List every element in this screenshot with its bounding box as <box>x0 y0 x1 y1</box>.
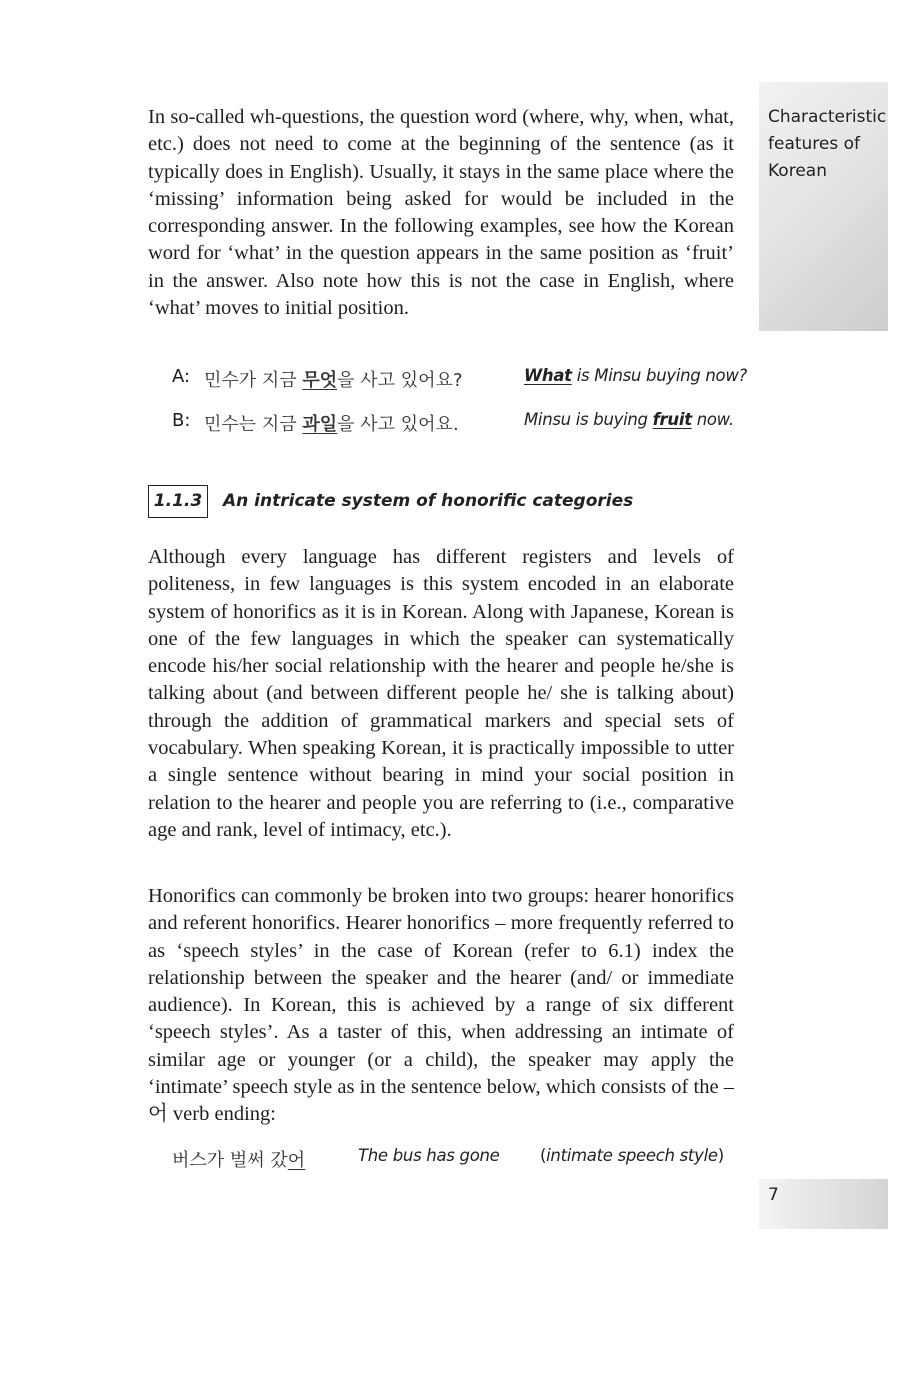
paragraph-honorific-system: Although every language has different registers and levels of politeness, in few languages is this system encoded in an elaborate system of honorifics as it is in Korean. Along with Japanese, Korean is one of the few languages in which the speaker can systematically encode his/her social relationship with the hearer and people he/she is talking about (and between different people he/ she is talking about) through the addition of grammatical markers and special sets of vocabulary. When speaking Korean, it is practically impossible to utter a single sentence without bearing in mind your social position in relation to the hearer and people you are referring to (i.e., comparative age and rank, level of intimacy, etc.). <box>148 546 734 841</box>
section-title: An intricate system of honorific categories <box>223 491 634 511</box>
example-a-korean-before: 민수가 지금 <box>204 370 303 391</box>
running-header-line-1: Characteristic <box>768 107 887 127</box>
example-a-label: A: <box>172 366 191 387</box>
example-b-translation-before: Minsu is buying <box>524 410 653 429</box>
example-a-translation-rest: is Minsu buying now? <box>571 366 747 385</box>
example-b-label: B: <box>172 410 191 431</box>
example-intimate-korean <box>172 1146 305 1172</box>
paragraph-speech-styles: Honorifics can commonly be broken into two groups: hearer honorifics and referent honorifics. Hearer honorifics – more frequently referred to as ‘speech styles’ in the case of Korean (refer to 6.1) index the relationship between the speaker and the hearer (and/ or immediate audience). In Korean, this is achieved by a range of six different ‘speech styles’. As a taster of this, when addressing an intimate of similar age or younger (or a child), the speaker may apply the ‘intimate’ speech style as in the sentence below, which consists of the –어 verb ending: <box>148 885 734 1126</box>
example-a-korean-key: 무엇 <box>302 370 338 391</box>
example-a-translation <box>524 366 747 385</box>
example-a-translation-key: What <box>524 366 572 385</box>
example-intimate-korean-before: 버스가 벌써 갔 <box>172 1150 288 1171</box>
example-b-translation-key: fruit <box>652 410 692 429</box>
style-paren-close: ) <box>717 1146 724 1165</box>
page-number: 7 <box>759 1179 888 1229</box>
example-b-translation <box>524 410 734 429</box>
example-b-korean-before: 민수는 지금 <box>204 414 303 435</box>
section-number: 1.1.3 <box>148 485 208 518</box>
example-b-korean <box>204 410 459 436</box>
example-b-korean-key: 과일 <box>302 414 338 435</box>
example-a-korean <box>204 366 463 392</box>
running-header-box <box>759 82 888 331</box>
example-b-korean-after: 을 사고 있어요. <box>337 414 459 435</box>
example-intimate-translation: The bus has gone <box>358 1146 500 1165</box>
example-intimate-korean-key: 어 <box>287 1150 306 1171</box>
example-b-translation-after: now. <box>691 410 734 429</box>
style-note: intimate speech style <box>546 1146 718 1165</box>
style-paren-open: ( <box>540 1146 547 1165</box>
paragraph-wh-questions: In so-called wh-questions, the question word (where, why, when, what, etc.) does not need to come at the beginning of the sentence (as it typically does in English). Usually, it stays in the same place where the ‘missing’ information being asked for would be included in the corresponding answer. In the following examples, see how the Korean word for ‘what’ in the question appears in the same position as ‘fruit’ in the answer. Also note how this is not the case in English, where ‘what’ moves to initial position. <box>148 106 734 320</box>
example-a-korean-after: 을 사고 있어요? <box>337 370 463 391</box>
running-header-line-2: features of <box>768 134 861 154</box>
example-intimate-style <box>540 1146 724 1165</box>
running-header-line-3: Korean <box>768 161 827 181</box>
